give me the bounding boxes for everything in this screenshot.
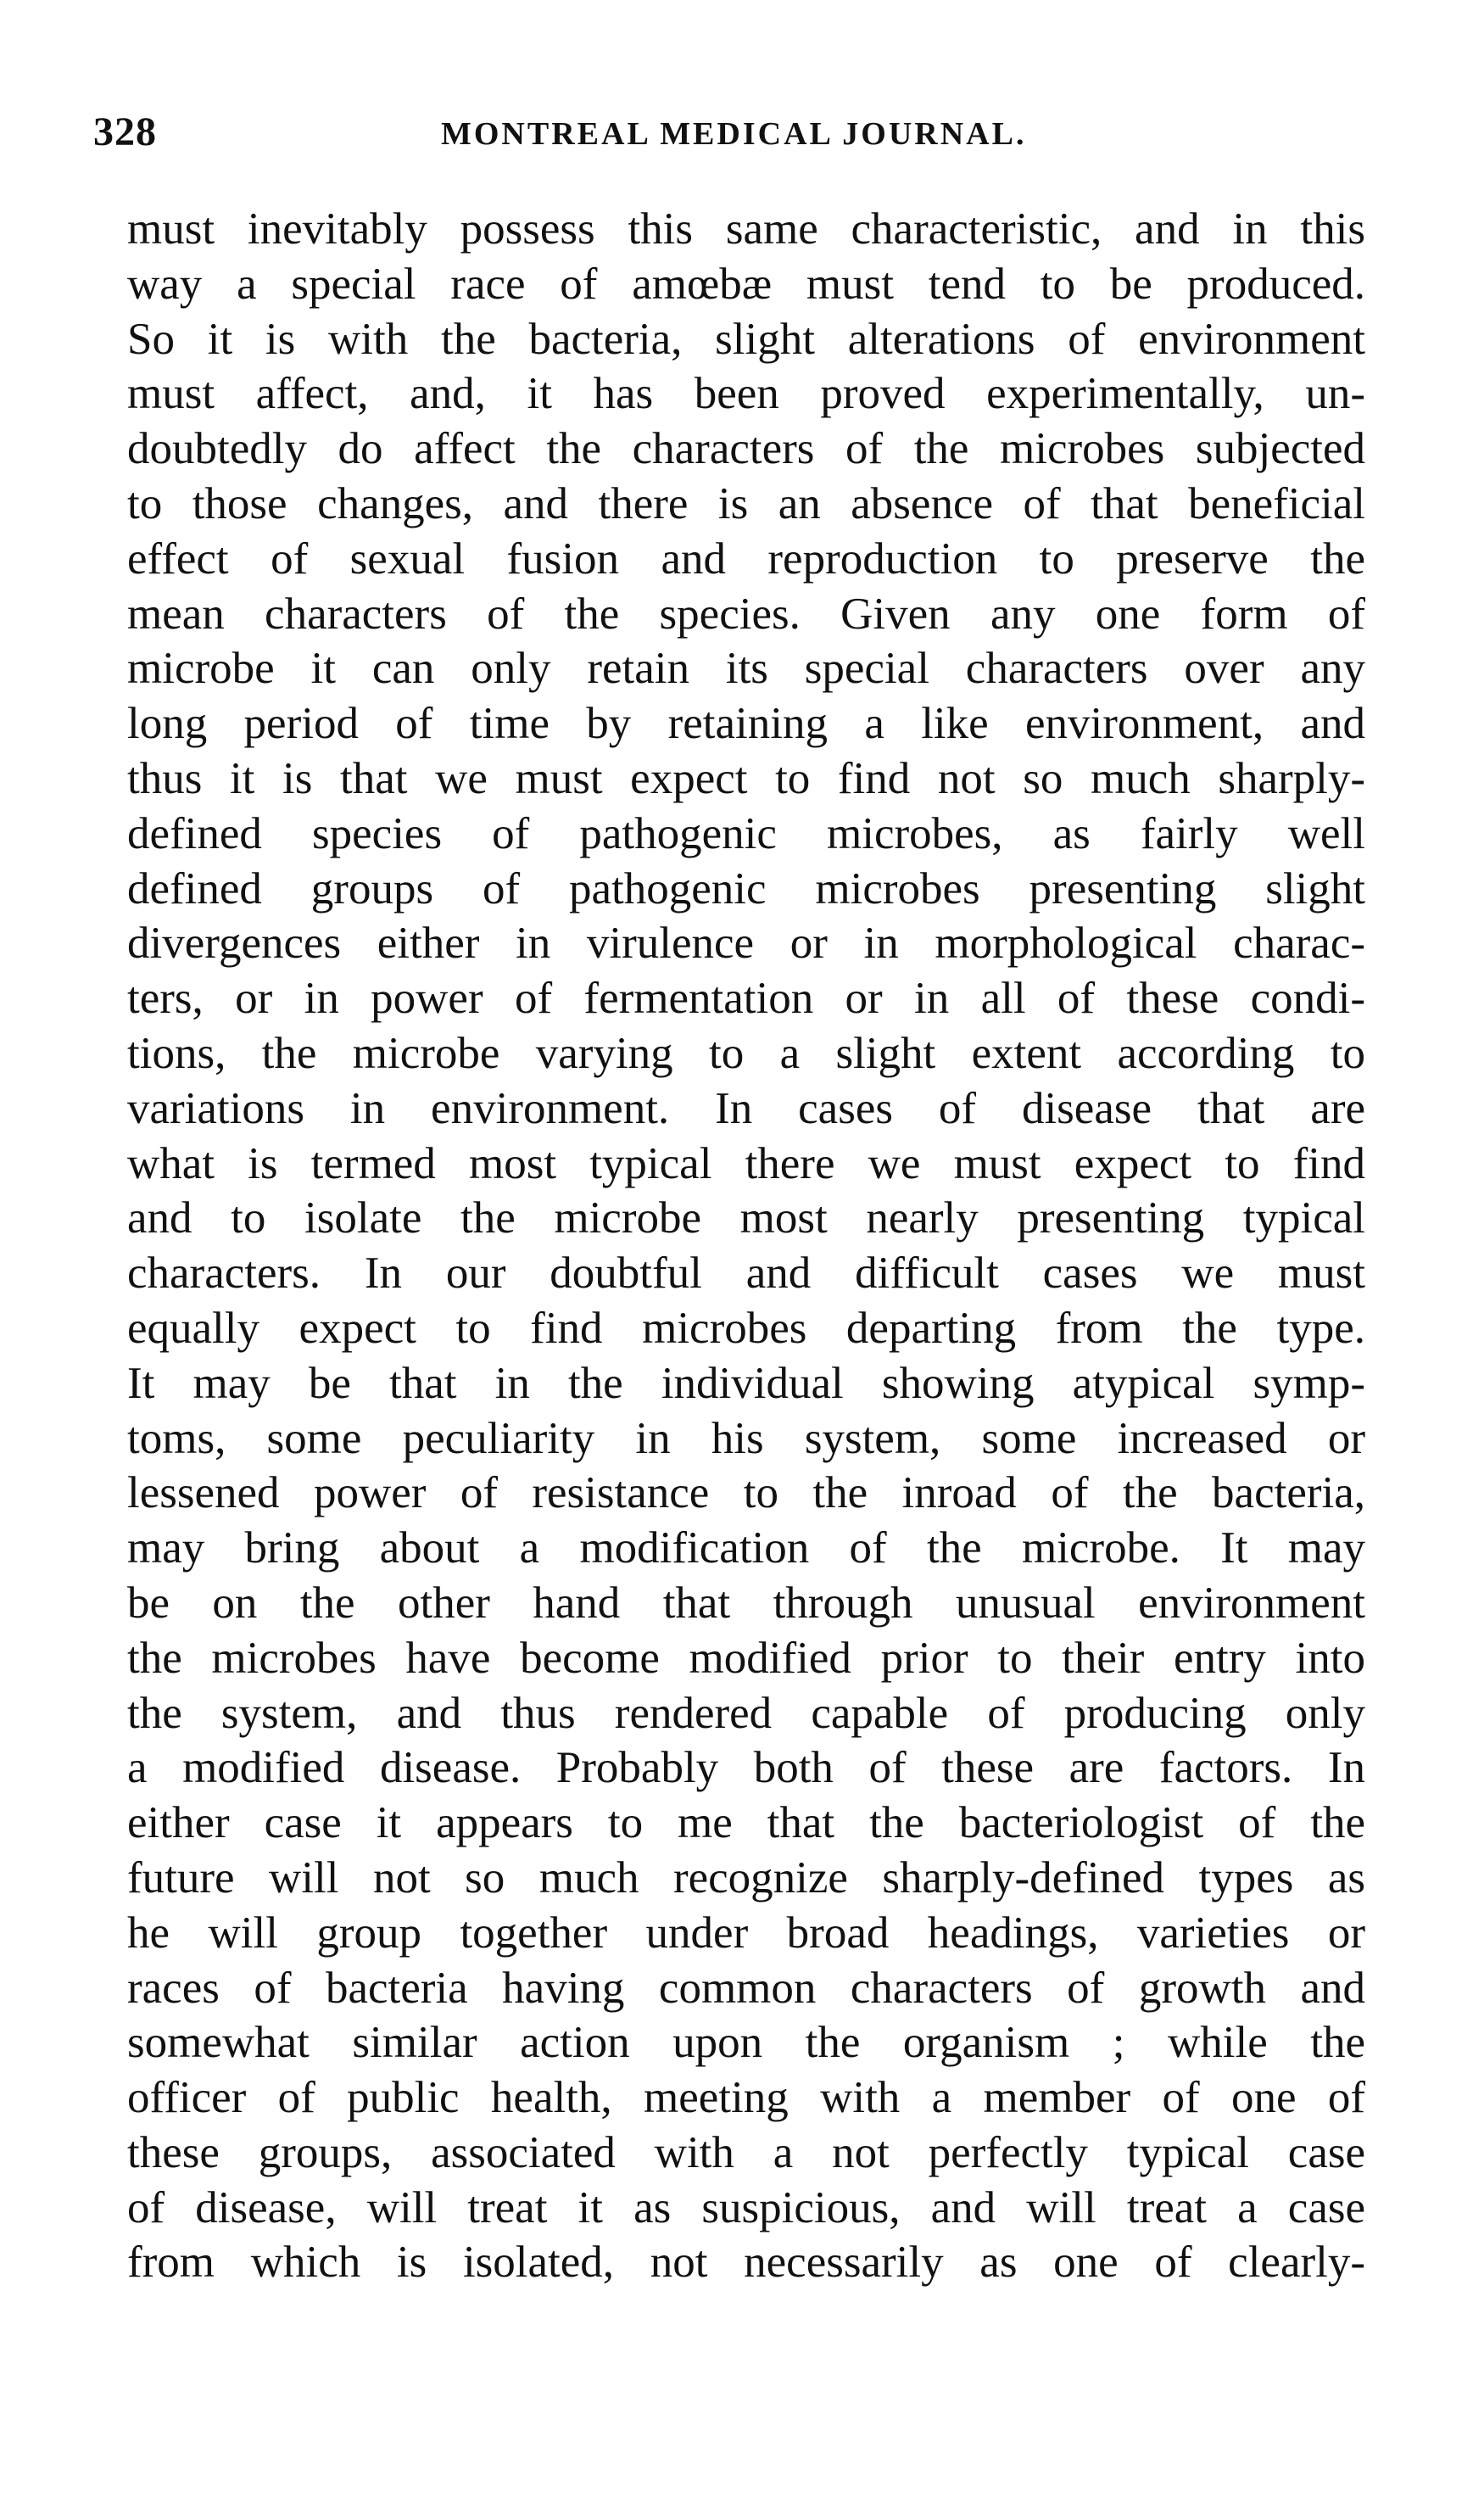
text-line: equally expect to find microbes departing from the type. <box>127 1303 1365 1353</box>
page-number: 328 <box>93 109 157 154</box>
text-line: the microbes have become modified prior to their entry into <box>127 1633 1365 1683</box>
text-line: mean characters of the species. Given any one form of <box>127 589 1365 639</box>
text-line: he will group together under broad headings, varieties or <box>127 1908 1365 1958</box>
text-line: races of bacteria having common characters of growth and <box>127 1963 1365 2013</box>
text-line: somewhat similar action upon the organism ; while the <box>127 2018 1365 2068</box>
text-line: defined species of pathogenic microbes, as fairly well <box>127 808 1365 858</box>
text-line: effect of sexual fusion and reproduction to preserve the <box>127 534 1365 584</box>
text-line: be on the other hand that through unusual environment <box>127 1578 1365 1628</box>
text-line: It may be that in the individual showing atypical symp- <box>127 1358 1365 1408</box>
text-line: from which is isolated, not necessarily as one of clearly- <box>127 2238 1365 2288</box>
running-title: MONTREAL MEDICAL JOURNAL. <box>441 116 1027 152</box>
text-line: must inevitably possess this same characteristic, and in this <box>127 204 1365 254</box>
text-line: these groups, associated with a not perfectly typical case <box>127 2127 1365 2177</box>
text-line: long period of time by retaining a like environment, and <box>127 699 1365 749</box>
text-line: tions, the microbe varying to a slight extent according to <box>127 1028 1365 1078</box>
text-line: what is termed most typical there we must expect to find <box>127 1138 1365 1188</box>
text-line: microbe it can only retain its special characters over any <box>127 644 1365 694</box>
text-line: and to isolate the microbe most nearly presenting typical <box>127 1193 1365 1243</box>
text-line: toms, some peculiarity in his system, some increased or <box>127 1413 1365 1463</box>
text-line: future will not so much recognize sharply-defined types as <box>127 1852 1365 1903</box>
article-body <box>127 202 1365 2290</box>
text-line: either case it appears to me that the bacteriologist of the <box>127 1798 1365 1848</box>
text-line: doubtedly do affect the characters of the microbes subjected <box>127 424 1365 474</box>
text-line: variations in environment. In cases of disease that are <box>127 1083 1365 1133</box>
text-line: of disease, will treat it as suspicious, and will treat a case <box>127 2182 1365 2232</box>
text-line: way a special race of amœbæ must tend to be produced. <box>127 259 1365 309</box>
text-line: So it is with the bacteria, slight alterations of environment <box>127 314 1365 364</box>
page-header <box>93 109 1416 168</box>
text-line: divergences either in virulence or in morphological charac- <box>127 919 1365 969</box>
text-line: lessened power of resistance to the inroad of the bacteria, <box>127 1468 1365 1518</box>
text-line: officer of public health, meeting with a member of one of <box>127 2073 1365 2123</box>
text-line: may bring about a modification of the microbe. It may <box>127 1523 1365 1573</box>
text-line: must affect, and, it has been proved experimentally, un- <box>127 369 1365 419</box>
text-line: ters, or in power of fermentation or in all of these condi- <box>127 974 1365 1024</box>
text-line: a modified disease. Probably both of these are factors. In <box>127 1743 1365 1793</box>
text-line: thus it is that we must expect to find not so much sharply- <box>127 753 1365 803</box>
text-line: the system, and thus rendered capable of producing only <box>127 1688 1365 1738</box>
text-line: to those changes, and there is an absence of that beneficial <box>127 478 1365 528</box>
text-line: defined groups of pathogenic microbes presenting slight <box>127 863 1365 914</box>
text-line: characters. In our doubtful and difficult cases we must <box>127 1249 1365 1299</box>
